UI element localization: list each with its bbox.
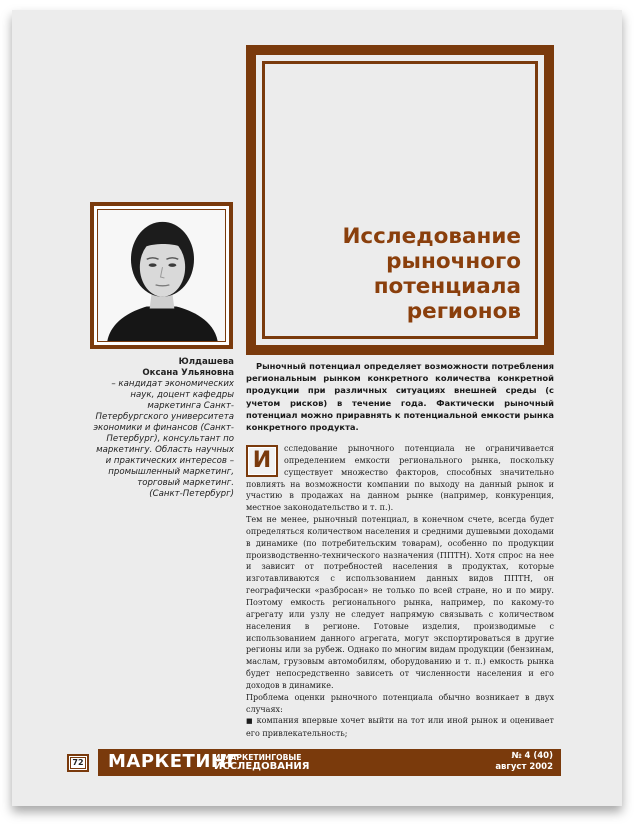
title-frame-inner-border	[262, 61, 538, 339]
author-surname: Юлдашева	[178, 357, 234, 367]
body-bullet-1	[246, 715, 554, 740]
lead-paragraph: Рыночный потенциал определяет возможности потребления региональным рынком конкретного количества конкретной продукции при различных ситуациях внешней среды (с учетом рисков) в течение года. Фактически рыночный потенциал можно приравнять к потенциальной емкости рынка конкретного продукта.	[246, 361, 554, 433]
page-number: 72	[70, 757, 86, 769]
dropcap-letter: И	[248, 447, 276, 475]
body-paragraph-2: Тем не менее, рыночный потенциал, в конечном счете, всегда будет определяться количеством населения и средними душевыми доходами в динамике (по потребительским товарам), особенно по продукции производственно-технического назначения (ППТН). Хотя спрос на нее и зависит от потребностей населения в продуктах, которые изготавливаются с использованием данных видов ППТН, он географически «разбросан» не только по всей стране, но и по миру. Поэтому емкость регионального рынка, например, по какому-то агрегату или узлу не следует напрямую связывать с количеством населения в регионе. Готовые изделия, производимые с использованием данного агрегата, могут экспортироваться в другие регионы или за рубеж. Однако по многим видам продукции (бензинам, маслам, грузовым автомобилям, оборудованию и т. п.) емкость рынка будет непосредственно зависеть от численности населения и его доходов в динамике.	[246, 515, 554, 690]
issue-info	[495, 751, 553, 773]
issue-number: № 4 (40)	[511, 751, 553, 761]
title-frame	[246, 45, 554, 355]
magazine-subtitle	[214, 753, 309, 772]
author-photo-frame	[90, 202, 233, 349]
page-number-box	[67, 754, 89, 772]
magazine-name: МАРКЕТИНГ	[108, 751, 239, 772]
issue-date: август 2002	[495, 762, 553, 772]
bullet-square-icon: ■	[246, 717, 254, 726]
author-bio: – кандидат экономических наук, доцент кафедры маркетинга Санкт- Петербургского университета экономики и финансов (Санкт- Петербург), консультант по маркетингу. Область научных и практических интересов – промышленный маркетинг, торговый маркетинг. (Санкт-Петербург)	[93, 379, 234, 499]
magazine-subtitle-line1: И МАРКЕТИНГОВЫЕ	[214, 753, 302, 762]
bullet-text: компания впервые хочет выйти на тот или иной рынок и оценивает его привлекательность;	[246, 716, 554, 739]
article-title: Исследование рыночного потенциала регионов	[342, 224, 521, 324]
portrait-image	[98, 210, 225, 341]
article-body	[246, 443, 554, 740]
magazine-page	[12, 10, 622, 806]
magazine-subtitle-line2: ИССЛЕДОВАНИЯ	[214, 761, 310, 772]
footer-bar	[98, 749, 561, 776]
author-info	[34, 357, 234, 500]
author-photo	[97, 209, 226, 342]
dropcap-box	[246, 445, 278, 477]
author-given-names: Оксана Ульяновна	[142, 368, 234, 378]
body-paragraph-1: сследование рыночного потенциала не ограничивается определением емкости регионального рынка, поскольку существует множество факторов, способных значительно повлиять на возможности компании по выходу на данный рынок и участию в продажах на данном рынке (например, конкуренция, местное законодательство и т. п.).	[246, 444, 554, 513]
body-paragraph-3: Проблема оценки рыночного потенциала обычно возникает в двух случаях:	[246, 692, 554, 714]
